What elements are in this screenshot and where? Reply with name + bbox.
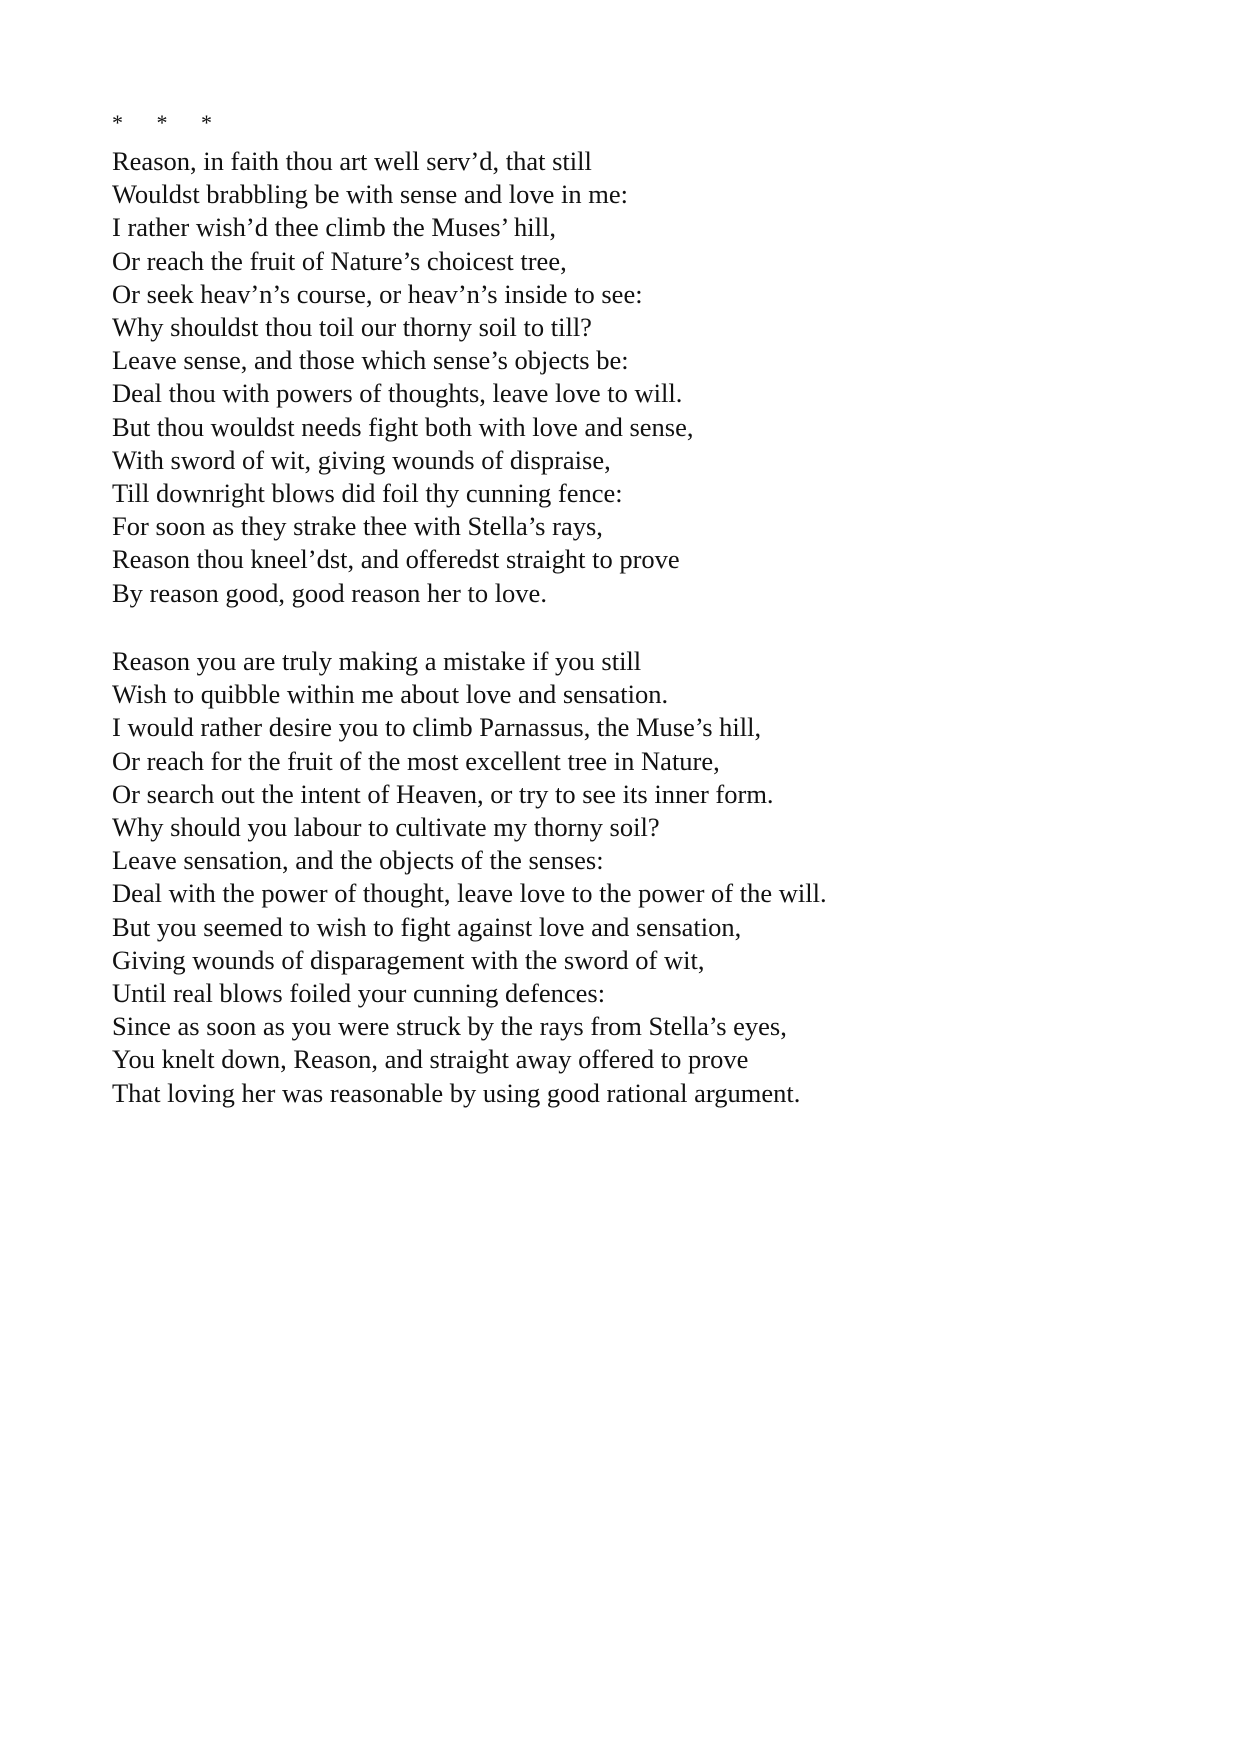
poem-line: Why shouldst thou toil our thorny soil to till? [112, 312, 592, 343]
poem-line: With sword of wit, giving wounds of dispraise, [112, 444, 611, 475]
poem-line: Or seek heav’n’s course, or heav’n’s inside to see: [112, 278, 643, 309]
poem-line: Deal thou with powers of thoughts, leave love to will. [112, 378, 683, 409]
poem-line: Till downright blows did foil thy cunning fence: [112, 478, 623, 509]
paraphrase-line: But you seemed to wish to fight against love and sensation, [112, 911, 742, 942]
paraphrase-line: Wish to quibble within me about love and sensation. [112, 679, 669, 710]
poem-line: For soon as they strake thee with Stella’s rays, [112, 511, 603, 542]
paraphrase-line: That loving her was reasonable by using good rational argument. [112, 1077, 801, 1108]
paraphrase-line: Until real blows foiled your cunning defences: [112, 978, 606, 1009]
original-sonnet [112, 145, 693, 610]
paraphrase-line: I would rather desire you to climb Parnassus, the Muse’s hill, [112, 712, 762, 743]
poem-line: I rather wish’d thee climb the Muses’ hill, [112, 212, 557, 243]
paraphrase-line: Leave sensation, and the objects of the senses: [112, 845, 604, 876]
paraphrase-line: Since as soon as you were struck by the rays from Stella’s eyes, [112, 1011, 787, 1042]
paraphrase-line: Or reach for the fruit of the most excellent tree in Nature, [112, 745, 720, 776]
poem-line: Or reach the fruit of Nature’s choicest tree, [112, 245, 567, 276]
paraphrase-line: Reason you are truly making a mistake if you still [112, 646, 642, 676]
poem-line: But thou wouldst needs fight both with love and sense, [112, 411, 694, 442]
poem-line: Reason thou kneel’dst, and offeredst straight to prove [112, 544, 680, 575]
paraphrase-line: You knelt down, Reason, and straight away offered to prove [112, 1044, 749, 1075]
poem-line: Wouldst brabbling be with sense and love in me: [112, 179, 628, 210]
poem-line: Reason, in faith thou art well serv’d, that still [112, 146, 592, 176]
paraphrase-line: Or search out the intent of Heaven, or try to see its inner form. [112, 778, 774, 809]
paraphrase-line: Why should you labour to cultivate my thorny soil? [112, 812, 660, 843]
paraphrase-line: Giving wounds of disparagement with the sword of wit, [112, 944, 705, 975]
paraphrase-line: Deal with the power of thought, leave love to the power of the will. [112, 878, 827, 909]
poem-line: Leave sense, and those which sense’s objects be: [112, 345, 629, 376]
section-separator: * * * [112, 110, 226, 135]
poem-line: By reason good, good reason her to love. [112, 577, 547, 608]
modern-paraphrase [112, 645, 827, 1110]
